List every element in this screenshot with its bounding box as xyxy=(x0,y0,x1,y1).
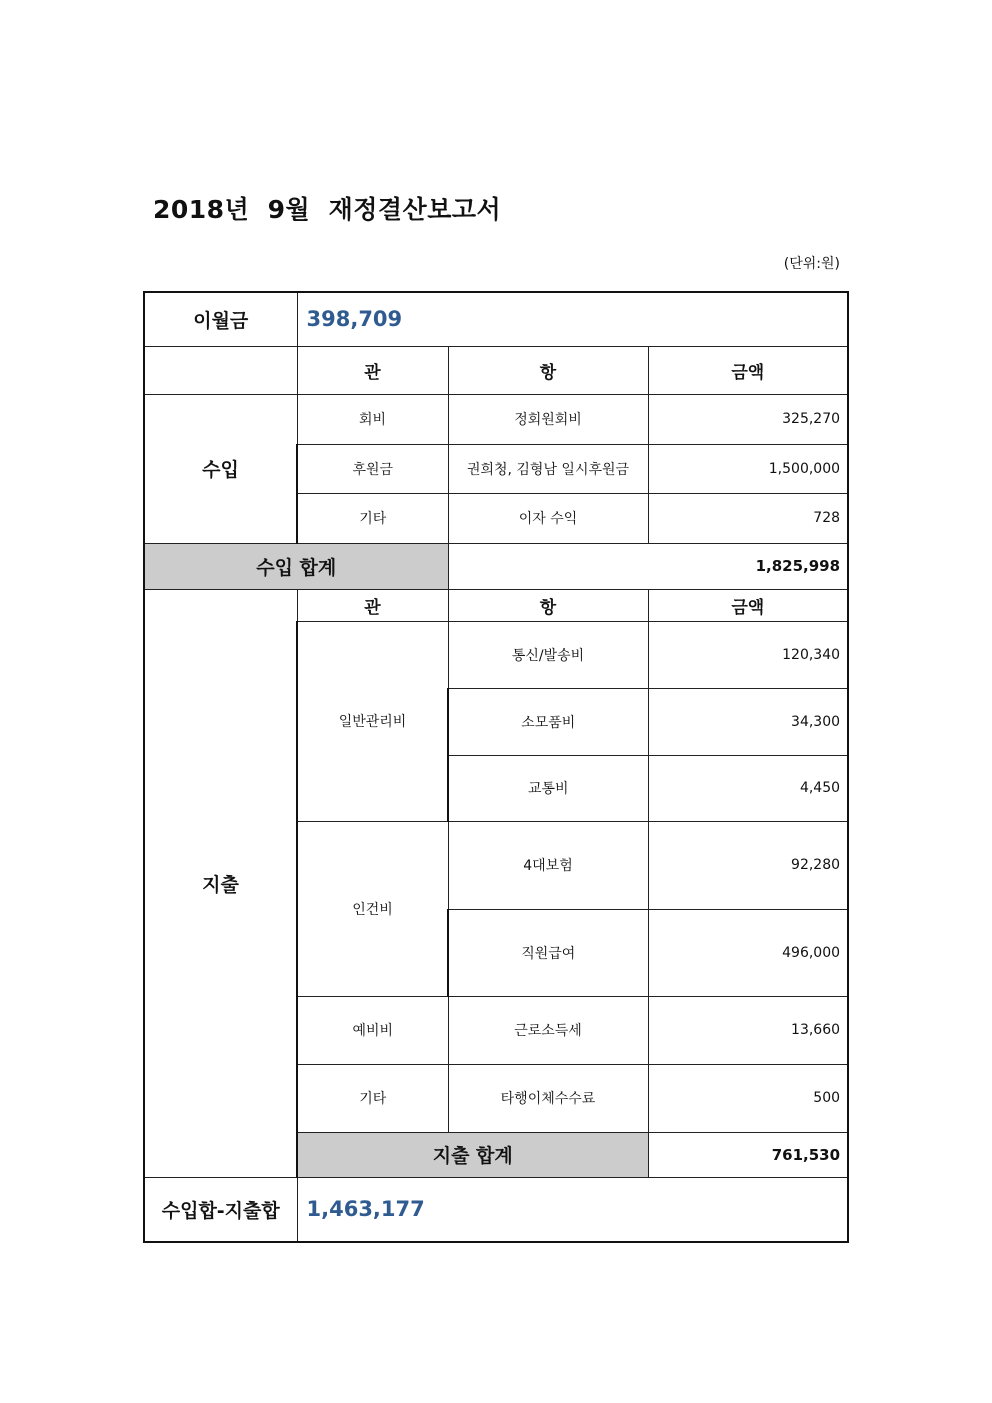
income-gwan: 회비 xyxy=(297,394,448,444)
finance-report-table xyxy=(143,291,849,1243)
expense-hang: 직원급여 xyxy=(448,909,648,996)
expense-amount: 120,340 xyxy=(648,621,848,688)
income-section-label: 수입 xyxy=(144,394,297,543)
header-gwan: 관 xyxy=(297,346,448,394)
income-gwan: 기타 xyxy=(297,493,448,543)
income-amount: 1,500,000 xyxy=(648,444,848,493)
expense-section-label: 지출 xyxy=(144,589,297,1177)
expense-hang: 4대보험 xyxy=(448,821,648,909)
header-amount: 금액 xyxy=(648,589,848,621)
expense-amount: 34,300 xyxy=(648,688,848,755)
expense-gwan: 일반관리비 xyxy=(297,621,448,821)
expense-hang: 교통비 xyxy=(448,755,648,821)
income-hang: 권희청, 김형남 일시후원금 xyxy=(448,444,648,493)
carryover-label: 이월금 xyxy=(144,292,297,346)
header-gwan: 관 xyxy=(297,589,448,621)
expense-amount: 13,660 xyxy=(648,996,848,1064)
header-hang: 항 xyxy=(448,346,648,394)
expense-amount: 500 xyxy=(648,1064,848,1132)
expense-amount: 496,000 xyxy=(648,909,848,996)
income-total-row xyxy=(144,543,848,589)
income-hang: 정회원회비 xyxy=(448,394,648,444)
carryover-row xyxy=(144,292,848,346)
header-hang: 항 xyxy=(448,589,648,621)
income-total-value: 1,825,998 xyxy=(448,543,848,589)
income-hang: 이자 수익 xyxy=(448,493,648,543)
income-header-blank xyxy=(144,346,297,394)
expense-hang: 타행이체수수료 xyxy=(448,1064,648,1132)
expense-amount: 92,280 xyxy=(648,821,848,909)
expense-gwan: 예비비 xyxy=(297,996,448,1064)
income-gwan: 후원금 xyxy=(297,444,448,493)
expense-gwan: 인건비 xyxy=(297,821,448,996)
expense-total-label: 지출 합계 xyxy=(297,1132,648,1177)
report-title: 2018년 9월 재정결산보고서 xyxy=(153,195,502,224)
balance-value: 1,463,177 xyxy=(297,1177,848,1242)
balance-label: 수입합-지출합 xyxy=(144,1177,297,1242)
expense-gwan: 기타 xyxy=(297,1064,448,1132)
expense-amount: 4,450 xyxy=(648,755,848,821)
header-amount: 금액 xyxy=(648,346,848,394)
expense-header-row xyxy=(144,589,848,621)
income-total-label: 수입 합계 xyxy=(144,543,448,589)
income-amount: 728 xyxy=(648,493,848,543)
income-header-row xyxy=(144,346,848,394)
income-amount: 325,270 xyxy=(648,394,848,444)
carryover-value: 398,709 xyxy=(297,292,848,346)
expense-hang: 소모품비 xyxy=(448,688,648,755)
table-row xyxy=(144,394,848,444)
expense-total-value: 761,530 xyxy=(648,1132,848,1177)
expense-hang: 근로소득세 xyxy=(448,996,648,1064)
balance-row xyxy=(144,1177,848,1242)
expense-hang: 통신/발송비 xyxy=(448,621,648,688)
unit-label: (단위:원) xyxy=(783,256,840,272)
